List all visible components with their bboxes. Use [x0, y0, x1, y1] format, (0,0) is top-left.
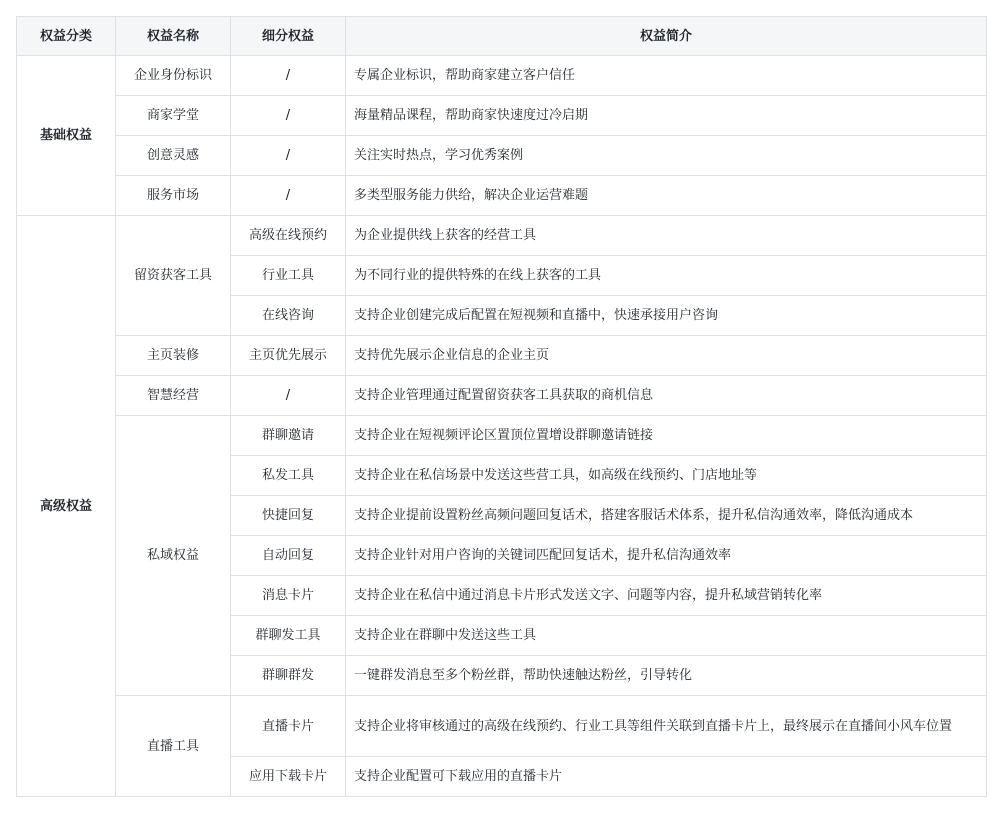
benefits-table [16, 16, 987, 797]
table-row [17, 176, 987, 216]
sub-cell: 消息卡片 [231, 576, 346, 616]
sub-cell: 群聊邀请 [231, 416, 346, 456]
desc-cell: 支持企业在群聊中发送这些工具 [346, 616, 987, 656]
sub-cell: 应用下载卡片 [231, 757, 346, 797]
desc-cell: 海量精品课程，帮助商家快速度过冷启期 [346, 96, 987, 136]
benefits-table-container [16, 16, 987, 797]
name-cell-private: 私域权益 [116, 416, 231, 696]
name-cell-live: 直播工具 [116, 696, 231, 797]
desc-cell: 支持企业在私信中通过消息卡片形式发送文字、问题等内容，提升私域营销转化率 [346, 576, 987, 616]
name-cell: 服务市场 [116, 176, 231, 216]
sub-cell: 在线咨询 [231, 296, 346, 336]
name-cell-smart: 智慧经营 [116, 376, 231, 416]
desc-cell: 关注实时热点，学习优秀案例 [346, 136, 987, 176]
desc-cell: 多类型服务能力供给，解决企业运营难题 [346, 176, 987, 216]
table-row [17, 56, 987, 96]
header-desc: 权益简介 [346, 17, 987, 56]
table-row [17, 416, 987, 456]
desc-cell: 支持企业配置可下载应用的直播卡片 [346, 757, 987, 797]
header-sub: 细分权益 [231, 17, 346, 56]
category-cell-basic: 基础权益 [17, 56, 116, 216]
desc-cell: 为不同行业的提供特殊的在线上获客的工具 [346, 256, 987, 296]
desc-cell: 支持企业管理通过配置留资获客工具获取的商机信息 [346, 376, 987, 416]
sub-cell: 自动回复 [231, 536, 346, 576]
sub-cell: / [231, 376, 346, 416]
sub-cell: / [231, 96, 346, 136]
sub-cell: 直播卡片 [231, 696, 346, 757]
name-cell: 商家学堂 [116, 96, 231, 136]
table-row [17, 696, 987, 757]
header-category: 权益分类 [17, 17, 116, 56]
header-name: 权益名称 [116, 17, 231, 56]
sub-cell: 快捷回复 [231, 496, 346, 536]
desc-cell: 支持企业针对用户咨询的关键词匹配回复话术，提升私信沟通效率 [346, 536, 987, 576]
desc-cell: 支持优先展示企业信息的企业主页 [346, 336, 987, 376]
table-header-row [17, 17, 987, 56]
sub-cell: 行业工具 [231, 256, 346, 296]
sub-cell: 私发工具 [231, 456, 346, 496]
desc-cell: 支持企业创建完成后配置在短视频和直播中，快速承接用户咨询 [346, 296, 987, 336]
name-cell-homepage: 主页装修 [116, 336, 231, 376]
name-cell-leads: 留资获客工具 [116, 216, 231, 336]
table-row [17, 136, 987, 176]
sub-cell: / [231, 56, 346, 96]
table-row [17, 336, 987, 376]
desc-cell: 为企业提供线上获客的经营工具 [346, 216, 987, 256]
sub-cell: 高级在线预约 [231, 216, 346, 256]
desc-cell: 支持企业将审核通过的高级在线预约、行业工具等组件关联到直播卡片上，最终展示在直播间小风车位置 [346, 696, 987, 757]
desc-cell: 支持企业在私信场景中发送这些营工具，如高级在线预约、门店地址等 [346, 456, 987, 496]
category-cell-advanced: 高级权益 [17, 216, 116, 797]
table-row [17, 216, 987, 256]
desc-cell: 支持企业提前设置粉丝高频问题回复话术，搭建客服话术体系，提升私信沟通效率，降低沟通成本 [346, 496, 987, 536]
sub-cell: / [231, 136, 346, 176]
name-cell: 企业身份标识 [116, 56, 231, 96]
name-cell: 创意灵感 [116, 136, 231, 176]
table-row [17, 96, 987, 136]
desc-cell: 专属企业标识，帮助商家建立客户信任 [346, 56, 987, 96]
desc-cell: 一键群发消息至多个粉丝群，帮助快速触达粉丝，引导转化 [346, 656, 987, 696]
table-row [17, 376, 987, 416]
sub-cell: / [231, 176, 346, 216]
sub-cell: 群聊发工具 [231, 616, 346, 656]
desc-cell: 支持企业在短视频评论区置顶位置增设群聊邀请链接 [346, 416, 987, 456]
sub-cell: 主页优先展示 [231, 336, 346, 376]
sub-cell: 群聊群发 [231, 656, 346, 696]
